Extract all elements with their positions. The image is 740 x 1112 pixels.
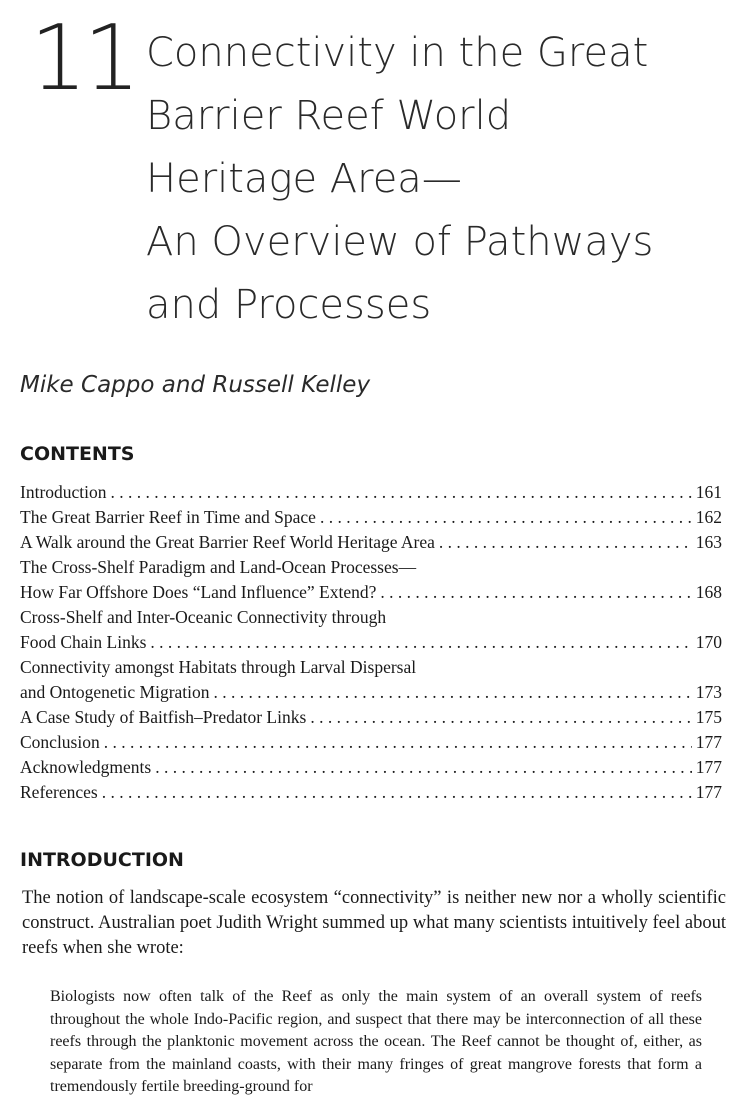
toc-entry (20, 732, 722, 757)
toc-leader-dots (155, 757, 692, 778)
toc-leader-dots (320, 507, 692, 528)
toc-page-number: 177 (695, 732, 722, 752)
chapter-title-line: and Processes (146, 282, 432, 328)
toc-entry (20, 507, 722, 532)
toc-entry-title: Acknowledgments (20, 757, 152, 777)
toc-leader-dots (214, 682, 692, 703)
toc-entry-continued (20, 657, 722, 682)
toc-entry (20, 682, 722, 707)
toc-entry (20, 582, 722, 607)
toc-entry-continued (20, 607, 722, 632)
toc-entry-title: References (20, 782, 98, 802)
chapter-title (146, 22, 731, 337)
toc-entry-title: A Walk around the Great Barrier Reef World Heritage Area (20, 532, 435, 552)
chapter-authors: Mike Cappo and Russell Kelley (20, 372, 371, 398)
toc-page-number: 161 (695, 482, 722, 502)
toc-entry-title: Food Chain Links (20, 632, 147, 652)
introduction-paragraph: The notion of landscape-scale ecosystem “connectivity” is neither new nor a wholly scientific construct. Australian poet Judith Wright summed up what many scientists intuitively feel about reefs when she wrote: (22, 888, 726, 958)
toc-entry-title: How Far Offshore Does “Land Influence” Extend? (20, 582, 377, 602)
chapter-title-line: Heritage Area— (146, 156, 462, 202)
chapter-title-line: Barrier Reef World (146, 93, 512, 139)
toc-leader-dots (104, 732, 692, 753)
toc-entry-title: The Cross-Shelf Paradigm and Land-Ocean Processes— (20, 557, 417, 577)
chapter-title-line: Connectivity in the Great (146, 30, 649, 76)
toc-entry (20, 632, 722, 657)
chapter-number: 11 (30, 6, 137, 111)
toc-entry (20, 482, 722, 507)
toc-entry-title: Cross-Shelf and Inter-Oceanic Connectivity through (20, 607, 387, 627)
toc-page-number: 175 (695, 707, 722, 727)
introduction-heading: INTRODUCTION (20, 849, 184, 871)
toc-page-number: 168 (695, 582, 722, 602)
toc-entry (20, 532, 722, 557)
toc-leader-dots (150, 632, 691, 653)
toc-entry-title: A Case Study of Baitfish–Predator Links (20, 707, 307, 727)
toc-entry-title: The Great Barrier Reef in Time and Space (20, 507, 316, 527)
toc-leader-dots (111, 482, 692, 503)
toc-leader-dots (102, 782, 692, 803)
toc-entry-title: Connectivity amongst Habitats through Larval Dispersal (20, 657, 417, 677)
toc-entry (20, 782, 722, 807)
toc-page-number: 162 (695, 507, 722, 527)
toc-leader-dots (310, 707, 691, 728)
toc-entry (20, 757, 722, 782)
contents-heading: CONTENTS (20, 443, 135, 465)
toc-page-number: 177 (695, 757, 722, 777)
toc-leader-dots (380, 582, 691, 603)
toc-entry-continued (20, 557, 722, 582)
chapter-title-line: An Overview of Pathways (146, 219, 654, 265)
toc-leader-dots (439, 532, 692, 553)
toc-entry-title: and Ontogenetic Migration (20, 682, 210, 702)
toc-page-number: 170 (695, 632, 722, 652)
toc-entry (20, 707, 722, 732)
toc-page-number: 177 (695, 782, 722, 802)
toc-entry-title: Conclusion (20, 732, 100, 752)
block-quote: Biologists now often talk of the Reef as only the main system of an overall system of reefs throughout the whole Indo-Pacific region, and suspect that there may be interconnection of all these reefs through the planktonic movement across the ocean. The Reef cannot be thought of, either, as separate from the mainland coasts, with their many fringes of great mangrove forests that form a tremendously fertile breeding-ground for (50, 988, 702, 1095)
toc-page-number: 163 (695, 532, 722, 552)
table-of-contents (20, 482, 722, 807)
toc-entry-title: Introduction (20, 482, 107, 502)
toc-page-number: 173 (695, 682, 722, 702)
